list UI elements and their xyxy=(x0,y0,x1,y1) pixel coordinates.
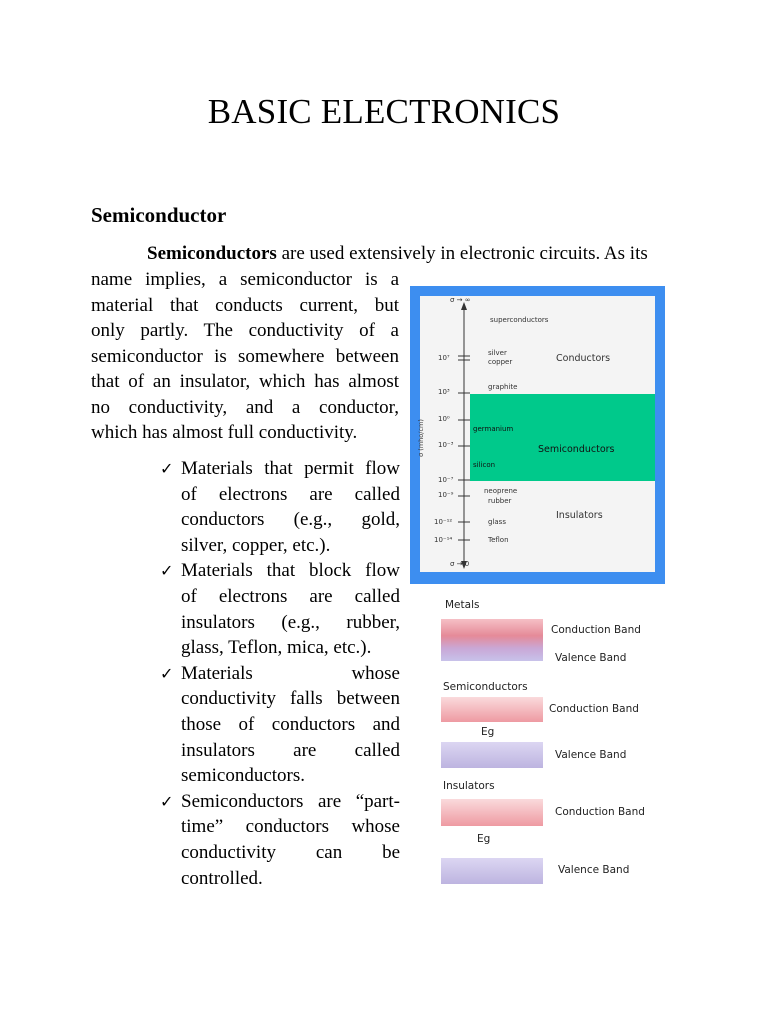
conductivity-figure xyxy=(416,296,655,572)
valence-band-label: Valence Band xyxy=(555,652,627,664)
scale-label: 10⁷ xyxy=(438,354,450,362)
bullet-line: those of conductors and xyxy=(181,713,400,735)
bullet-line: insulators (e.g., rubber, xyxy=(181,611,400,633)
material-label: Teflon xyxy=(488,536,509,544)
bullet-line: of electrons are called xyxy=(181,483,400,505)
bullet-semiconductors xyxy=(160,661,400,789)
intro-first-line xyxy=(91,241,679,267)
material-label: neoprene xyxy=(484,487,518,495)
scale-label: 10⁻¹² xyxy=(434,518,453,526)
scale-label: 10⁰ xyxy=(438,415,450,423)
valence-band xyxy=(441,742,543,768)
class-label-conductors: Conductors xyxy=(556,353,611,364)
material-label: germanium xyxy=(473,425,514,433)
conduction-band-label: Conduction Band xyxy=(555,806,645,818)
bullet-line: of electrons are called xyxy=(181,585,400,607)
valence-band xyxy=(441,858,543,884)
material-label: superconductors xyxy=(490,316,549,324)
metal-bands-overlap xyxy=(441,619,543,661)
scale-label: 10⁻⁷ xyxy=(438,476,454,484)
class-label-insulators: Insulators xyxy=(556,510,603,521)
bullet-line: conductivity falls between xyxy=(181,688,400,710)
gap-arrow-icon xyxy=(537,826,539,860)
bullet-line: Materials whose xyxy=(181,662,400,684)
bullet-line: insulators are called xyxy=(181,739,400,761)
band-group-label: Metals xyxy=(445,599,480,611)
scale-label: 10⁻⁹ xyxy=(438,491,454,499)
intro-first-line-rest: are used extensively in electronic circuits. As its xyxy=(276,243,648,264)
axis-top-label: σ → ∞ xyxy=(450,296,471,304)
intro-line: name implies, a semiconductor is a xyxy=(91,269,399,290)
scale-label: 10⁻³ xyxy=(438,441,454,449)
valence-band-label: Valence Band xyxy=(558,864,630,876)
intro-bold-term: Semiconductors xyxy=(147,243,277,264)
bullet-line: conductors (e.g., gold, xyxy=(181,509,400,531)
section-heading: Semiconductor xyxy=(91,203,227,227)
intro-paragraph xyxy=(91,267,399,446)
intro-line: material that conducts current, but xyxy=(91,294,399,316)
material-label: rubber xyxy=(488,497,512,505)
energy-gap-label: Eg xyxy=(477,833,491,845)
band-group-label: Insulators xyxy=(443,780,495,792)
conduction-band xyxy=(441,799,543,826)
check-icon: ✓ xyxy=(160,791,174,811)
bullet-line: silver, copper, etc.). xyxy=(181,534,331,556)
bullet-list xyxy=(160,456,400,891)
bullet-line: Materials that block flow xyxy=(181,560,400,582)
gap-arrow-icon xyxy=(537,722,539,744)
bullet-insulators xyxy=(160,558,400,660)
energy-gap-label: Eg xyxy=(481,726,495,738)
check-icon: ✓ xyxy=(160,663,174,683)
intro-line: semiconductor is somewhere between xyxy=(91,345,399,367)
material-label: graphite xyxy=(488,383,518,391)
bullet-part-time xyxy=(160,789,400,891)
page-title: BASIC ELECTRONICS xyxy=(207,92,561,131)
bullet-line: conductivity can be xyxy=(181,841,400,863)
intro-line: no conductivity, and a conductor, xyxy=(91,396,399,418)
valence-band-label: Valence Band xyxy=(555,749,627,761)
bullet-line: controlled. xyxy=(181,867,263,889)
conduction-band-label: Conduction Band xyxy=(549,703,639,715)
axis-bottom-label: σ → 0 xyxy=(450,560,470,568)
intro-line: which has almost full conductivity. xyxy=(91,422,358,443)
check-icon: ✓ xyxy=(160,459,174,478)
band-group-label: Semiconductors xyxy=(443,681,528,693)
bullet-conductors xyxy=(160,456,400,558)
bullet-line: Materials that permit flow xyxy=(181,458,400,479)
class-label-semiconductors: Semiconductors xyxy=(538,444,615,455)
material-label: copper xyxy=(488,358,513,366)
material-label: glass xyxy=(488,518,506,526)
bullet-line: time” conductors whose xyxy=(181,816,400,838)
conductivity-axis xyxy=(420,296,655,572)
conduction-band xyxy=(441,697,543,722)
material-label: silver xyxy=(488,349,507,357)
band-diagram xyxy=(437,596,667,896)
scale-label: 10³ xyxy=(438,388,450,396)
bullet-line: Semiconductors are “part- xyxy=(181,790,400,812)
axis-unit-label: σ (mho/cm) xyxy=(416,419,425,457)
scale-label: 10⁻¹⁴ xyxy=(434,536,453,544)
intro-line: only partly. The conductivity of a xyxy=(91,320,399,341)
material-label: silicon xyxy=(473,461,496,469)
check-icon: ✓ xyxy=(160,561,174,581)
bullet-line: glass, Teflon, mica, etc.). xyxy=(181,637,372,659)
intro-line: that of an insulator, which has almost xyxy=(91,371,399,392)
conduction-band-label: Conduction Band xyxy=(551,624,641,636)
bullet-line: semiconductors. xyxy=(181,765,306,787)
